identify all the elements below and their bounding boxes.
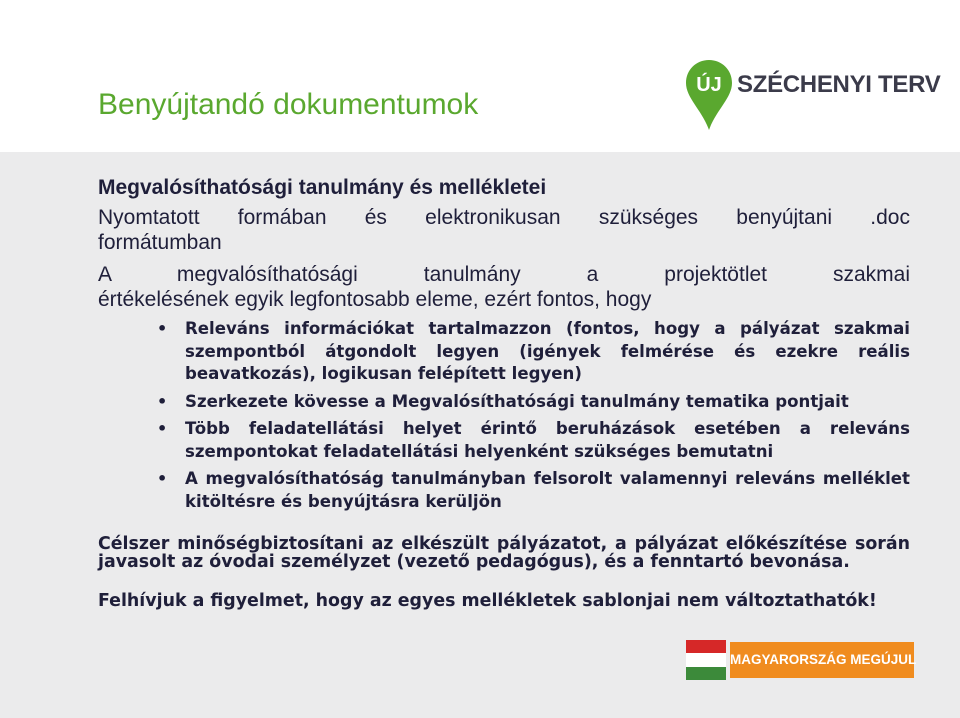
importance-line-2: értékelésének egyik legfontosabb eleme, ezért fontos, hogy <box>98 288 652 311</box>
quality-assurance-paragraph: Célszer minőségbiztosítani az elkészült pályázatot, a pályázat előkészítése során javasolt az óvodai személyzet (vezető pedagógus), és a fenntartó bevonása. <box>98 534 910 572</box>
hungarian-flag-icon <box>686 640 726 680</box>
bullet-icon: • <box>157 469 168 488</box>
logo-mark: ÚJ <box>696 74 722 96</box>
bullet-icon: • <box>157 391 168 411</box>
logo-brand-text: SZÉCHENYI TERV <box>737 71 941 98</box>
magyarorszag-megujul-logo <box>686 640 917 680</box>
list-item: • A megvalósíthatóság tanulmányban felsorolt valamennyi releváns melléklet kitöltésre és benyújtásra kerüljön <box>157 469 910 511</box>
importance-line-1: A megvalósíthatósági tanulmány a projektötlet szakmai <box>98 263 910 286</box>
section-heading: Megvalósíthatósági tanulmány és mellékletei <box>98 176 547 199</box>
uj-pin-icon <box>684 58 734 132</box>
slide-title: Benyújtandó dokumentumok <box>98 88 479 121</box>
print-requirement-line-1: Nyomtatott formában és elektronikusan szükséges benyújtani .doc <box>98 206 910 229</box>
bullet-icon: • <box>157 419 168 438</box>
slide-header <box>0 0 960 152</box>
szechenyi-terv-logo <box>684 58 941 132</box>
slogan-ribbon: MAGYARORSZÁG MEGÚJUL <box>730 642 914 678</box>
list-item: • Releváns információkat tartalmazzon (fontos, hogy a pályázat szakmai szempontból átgondolt legyen (igények felmérése és ezekre reális beavatkozás), logikusan felépített legyen) <box>157 319 910 383</box>
list-item: • Több feladatellátási helyet érintő beruházások esetében a releváns szempontokat feladatellátási helyenként szükséges bemutatni <box>157 419 910 461</box>
list-item: • Szerkezete kövesse a Megvalósíthatósági tanulmány tematika pontjait <box>185 391 910 414</box>
print-requirement-line-2: formátumban <box>98 231 222 254</box>
requirements-list <box>157 318 910 518</box>
template-notice: Felhívjuk a figyelmet, hogy az egyes mellékletek sablonjai nem változtathatók! <box>98 591 877 611</box>
bullet-icon: • <box>157 319 168 338</box>
